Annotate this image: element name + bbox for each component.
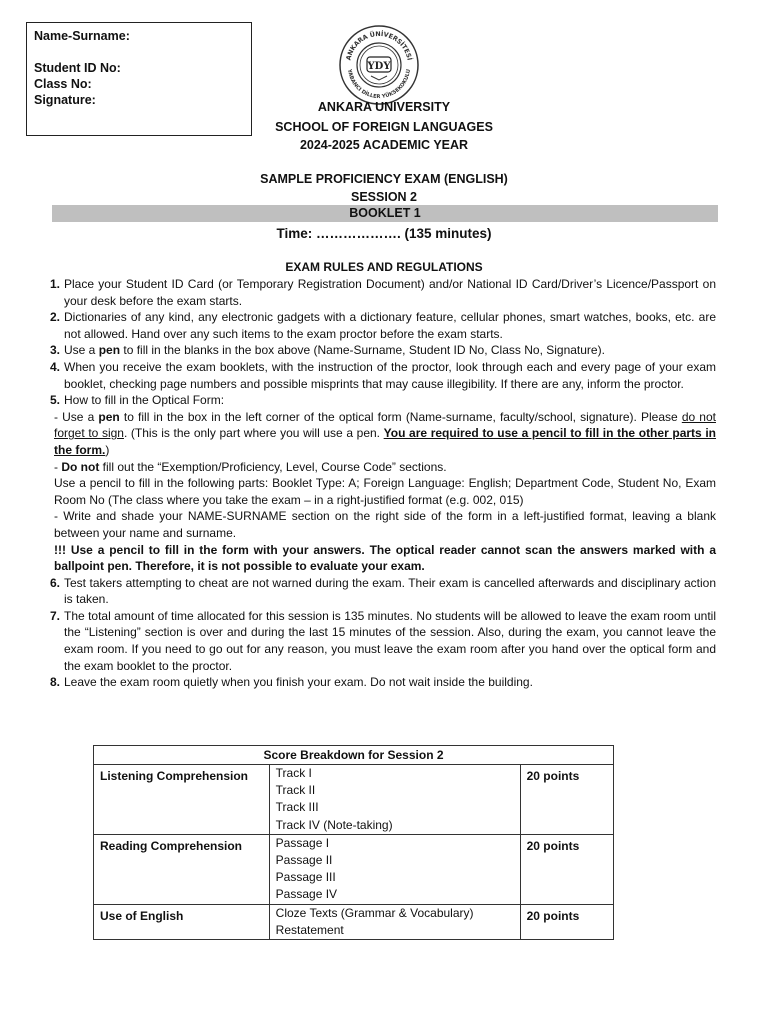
section-name: Listening Comprehension: [94, 765, 270, 835]
rule-item: 5. How to fill in the Optical Form:: [49, 393, 225, 408]
section-items: Cloze Texts (Grammar & Vocabulary) Restatement: [269, 904, 520, 939]
table-row: [94, 904, 614, 939]
seal-ring-bottom: YABANCI DİLLER YÜKSEKOKULU: [346, 68, 412, 101]
rule-item: 2. Dictionaries of any kind, any electronic gadgets with a dictionary feature, cellular phones, smart watches, books, etc. are not allowed. Hand over any such items to the exam proctor before the exam starts.: [49, 310, 716, 341]
rule-item: 1. Place your Student ID Card (or Temporary Registration Document) and/or National ID Card/Driver’s Licence/Passport on your desk before the exam starts.: [49, 277, 716, 308]
student-id-label: Student ID No:: [34, 61, 121, 75]
score-table-title: Score Breakdown for Session 2: [94, 746, 614, 765]
name-surname-label: Name-Surname:: [34, 29, 130, 43]
rule-item: 7. The total amount of time allocated for this session is 135 minutes. No students will be allowed to leave the exam room until the “Listening” section is over and during the last 15 minutes of the session. Also, during the exam, you cannot leave the exam room. If you need to go out for any reason, you must leave the exam room after you hand over the optical form and the exam booklet to the proctor.: [49, 608, 716, 673]
section-points: 20 points: [520, 834, 613, 904]
section-points: 20 points: [520, 765, 613, 835]
table-row: [94, 765, 614, 835]
session-title: SESSION 2: [351, 190, 417, 204]
optical-form-instruction-name: - Write and shade your NAME-SURNAME section on the right side of the form in a left-justified format, leaving a blank between your name and surname.: [54, 509, 716, 540]
section-name: Reading Comprehension: [94, 834, 270, 904]
booklet-banner: BOOKLET 1: [52, 205, 718, 222]
optical-form-instruction-pencil: Use a pencil to fill in the following parts: Booklet Type: A; Foreign Language: English; Department Code, Student No, Exam Room No (The class where you take the exam – in a right-justified format (e.g. 002, 015): [54, 476, 716, 507]
rule-item: 8. Leave the exam room quietly when you finish your exam. Do not wait inside the building.: [49, 675, 533, 690]
seal-ring-top: ANKARA ÜNİVERSİTESİ: [344, 29, 414, 62]
school-name: SCHOOL OF FOREIGN LANGUAGES: [275, 120, 493, 134]
signature-label: Signature:: [34, 93, 96, 107]
academic-year: 2024-2025 ACADEMIC YEAR: [299, 138, 469, 152]
class-no-label: Class No:: [34, 77, 92, 91]
university-seal-logo: [338, 24, 420, 106]
rule-item: 6. Test takers attempting to cheat are not warned during the exam. Their exam is cancelled afterwards and disciplinary action is taken.: [49, 575, 716, 607]
section-name: Use of English: [94, 904, 270, 939]
rule-item: 4. When you receive the exam booklets, with the instruction of the proctor, look through each and every page of your exam booklet, checking page numbers and possible misprints that may cause illegibility. If there are any, inform the proctor.: [49, 359, 716, 391]
rules-title: EXAM RULES AND REGULATIONS: [285, 260, 483, 274]
section-points: 20 points: [520, 904, 613, 939]
optical-form-instruction-do-not: - Do not fill out the “Exemption/Proficiency, Level, Course Code” sections.: [54, 459, 447, 474]
rules-list: [40, 276, 716, 691]
section-items: Passage I Passage II Passage III Passage IV: [269, 834, 520, 904]
optical-form-warning: !!! Use a pencil to fill in the form with your answers. The optical reader cannot scan the answers marked with a ballpoint pen. Therefore, it is not possible to evaluate your exam.: [54, 542, 716, 574]
score-breakdown-table: [93, 745, 614, 940]
exam-time: Time: ………………. (135 minutes): [276, 226, 492, 241]
section-items: Track I Track II Track III Track IV (Note-taking): [269, 765, 520, 835]
optical-form-instruction-pen: - Use a pen to fill in the box in the left corner of the optical form (Name-surname, faculty/school, signature). Please do not forget to sign. (This is the only part where you will use a pen. You are required to use a pencil to fill in the other parts in the form.): [54, 409, 717, 457]
seal-center-text: YDY: [367, 61, 391, 72]
university-name: ANKARA UNIVERSITY: [317, 100, 451, 114]
exam-title: SAMPLE PROFICIENCY EXAM (ENGLISH): [260, 172, 508, 186]
rule-item: 3. Use a pen to fill in the blanks in the box above (Name-Surname, Student ID No, Class No, Signature).: [49, 343, 605, 358]
table-row: [94, 834, 614, 904]
